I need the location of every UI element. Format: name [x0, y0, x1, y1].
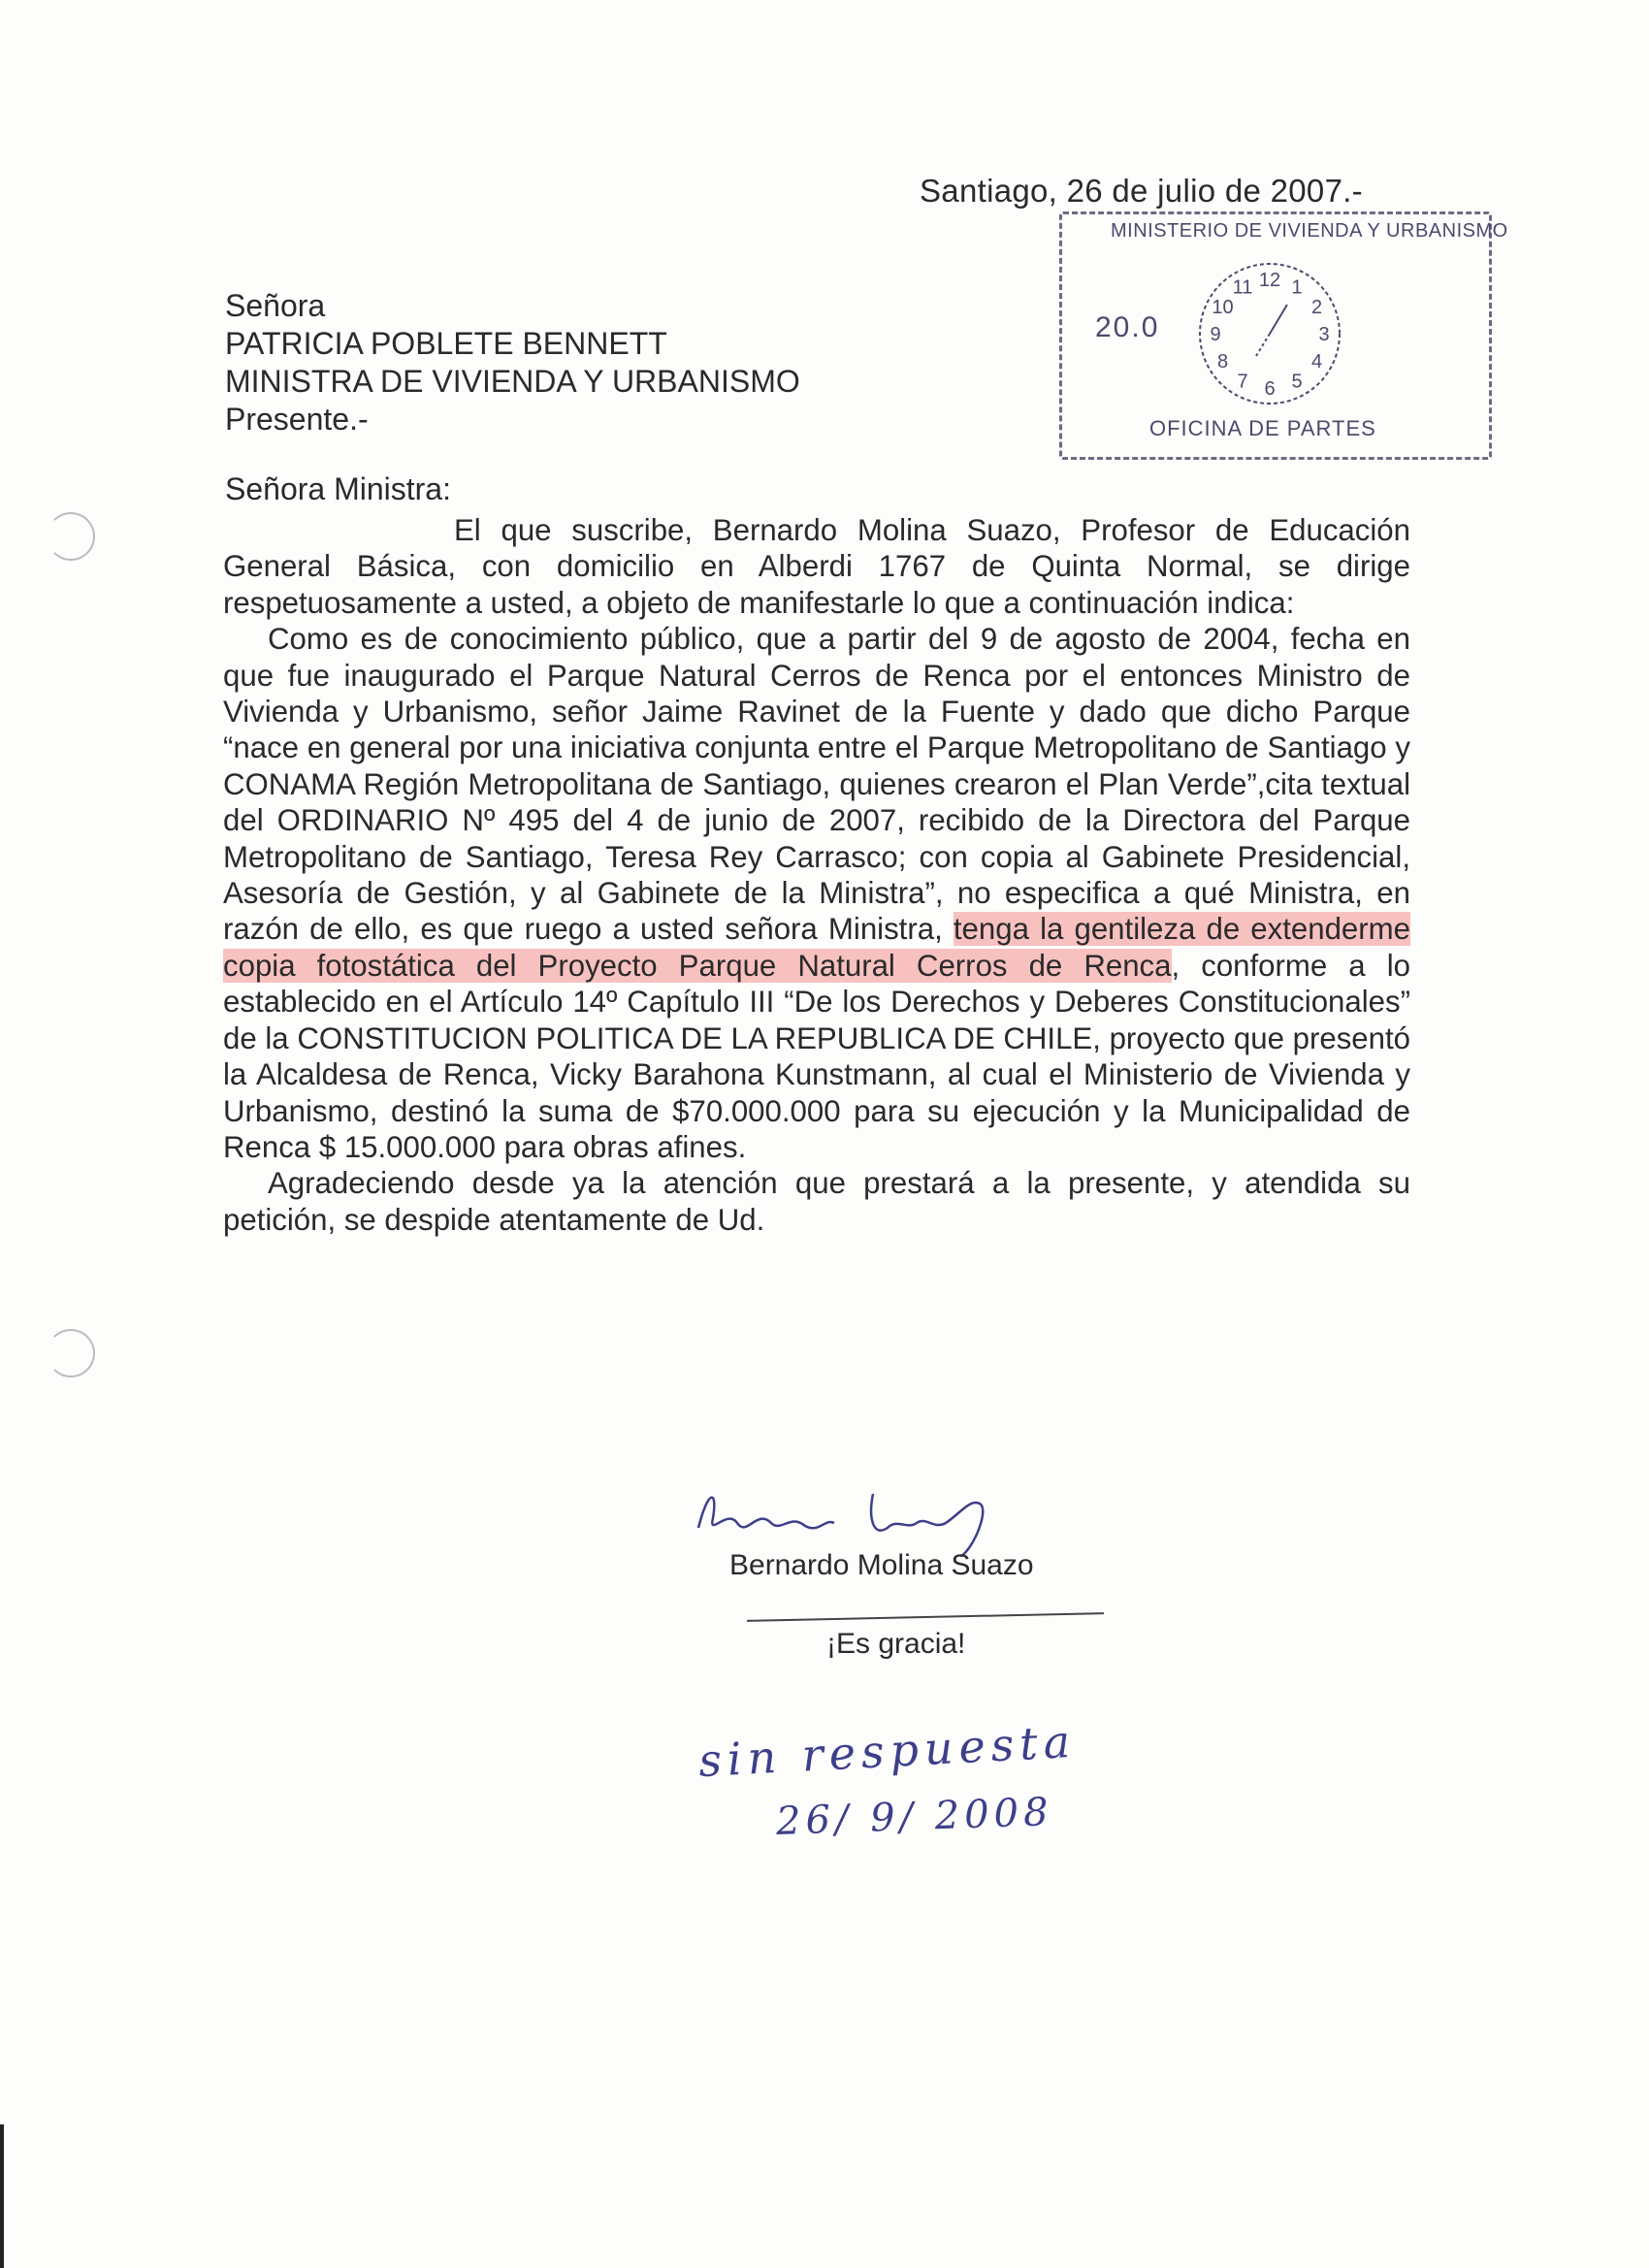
clock-number: 11 — [1232, 276, 1253, 299]
recipient-title: Señora — [225, 288, 326, 323]
clock-number: 2 — [1310, 297, 1323, 318]
clock-number: 6 — [1264, 378, 1276, 400]
clock-number: 12 — [1258, 270, 1281, 291]
recipient-block — [225, 287, 800, 438]
clock-number: 3 — [1318, 324, 1330, 345]
greeting: Señora Ministra: — [225, 471, 451, 506]
paragraph-2 — [223, 621, 1410, 1165]
clock-number: 5 — [1291, 371, 1303, 393]
paragraph-2-end: , conforme a lo establecido en el Artículo 14º Capítulo III “De los Derechos y Deberes Constitucionales” de la CONSTITUCION POLITICA DE LA REPUBLICA DE CHILE, proyecto que presentó la Alcaldesa de Renca, Vicky Barahona Kunstmann, al cual el Ministerio de Vivienda y Urbanismo, destinó la suma de $70.000.000 para su ejecución y la Municipalidad de Renca $ 15.000.000 para obras afines. — [223, 948, 1410, 1164]
paragraph-2-start: Como es de conocimiento público, que a partir del 9 de agosto de 2004, fecha en que fue inaugurado el Parque Natural Cerros de Renca por el entonces Ministro de Vivienda y Urbanismo, señor Jaime Ravinet de la Fuente y dado que dicho Parque “nace en general por una iniciativa conjunta entre el Parque Metropolitano de Santiago y CONAMA Región Metropolitana de Santiago, quienes crearon el Plan Verde”,cita textual del ORDINARIO Nº 495 del 4 de junio de 2007, recibido de la Directora del Parque Metropolitano de Santiago, Teresa Rey Carrasco; con copia al Gabinete Presidencial, Asesoría de Gestión, y al Gabinete de la Ministra”, no especifica a qué Ministra, en razón de ello, es que ruego a usted señora Ministra, — [223, 622, 1410, 947]
signer-name: Bernardo Molina Suazo — [729, 1549, 1034, 1581]
clock-number: 7 — [1237, 371, 1248, 393]
scan-edge — [0, 2124, 4, 2268]
letter-body — [223, 512, 1410, 1238]
punch-hole — [47, 512, 95, 561]
clock-number: 1 — [1291, 276, 1303, 299]
recipient-name: PATRICIA POBLETE BENNETT — [225, 326, 667, 361]
handwritten-date: 26/ 9/ 2008 — [775, 1790, 1054, 1844]
paragraph-3: Agradeciendo desde ya la atención que prestará a la presente, y atendida su petición, se despide atentamente de Ud. — [223, 1166, 1410, 1237]
highlighted-request: tenga la gentileza de extenderme copia fotostática del Proyecto Parque Natural Cerros de Renca — [223, 912, 1410, 983]
paragraph-1: El que suscribe, Bernardo Molina Suazo, Profesor de Educación General Básica, con domicilio en Alberdi 1767 de Quinta Normal, se dirige respetuosamente a usted, a objeto de manifestarle lo que a continuación indica: — [223, 513, 1410, 620]
stamp-office-text: OFICINA DE PARTES — [1149, 416, 1376, 440]
handwritten-note: sin respuesta — [696, 1714, 1078, 1788]
recipient-presente: Presente.- — [225, 402, 369, 437]
recipient-position: MINISTRA DE VIVIENDA Y URBANISMO — [225, 364, 800, 399]
stamp-clock-icon — [1182, 251, 1357, 416]
letter-date: Santiago, 26 de julio de 2007.- — [920, 173, 1363, 209]
handwritten-signature — [679, 1470, 1028, 1557]
clock-number: 9 — [1210, 324, 1221, 345]
stamp-ministry-text: MINISTERIO DE VIVIENDA Y URBANISMO — [1111, 220, 1508, 242]
punch-hole — [47, 1329, 95, 1377]
closing-note: ¡Es gracia! — [826, 1628, 966, 1660]
clock-number: 8 — [1216, 351, 1229, 373]
reception-stamp — [1059, 211, 1508, 460]
signature-line — [747, 1612, 1104, 1622]
stamp-date: 20.0 — [1095, 311, 1160, 343]
clock-number: 10 — [1212, 297, 1234, 318]
clock-number: 4 — [1310, 351, 1323, 373]
